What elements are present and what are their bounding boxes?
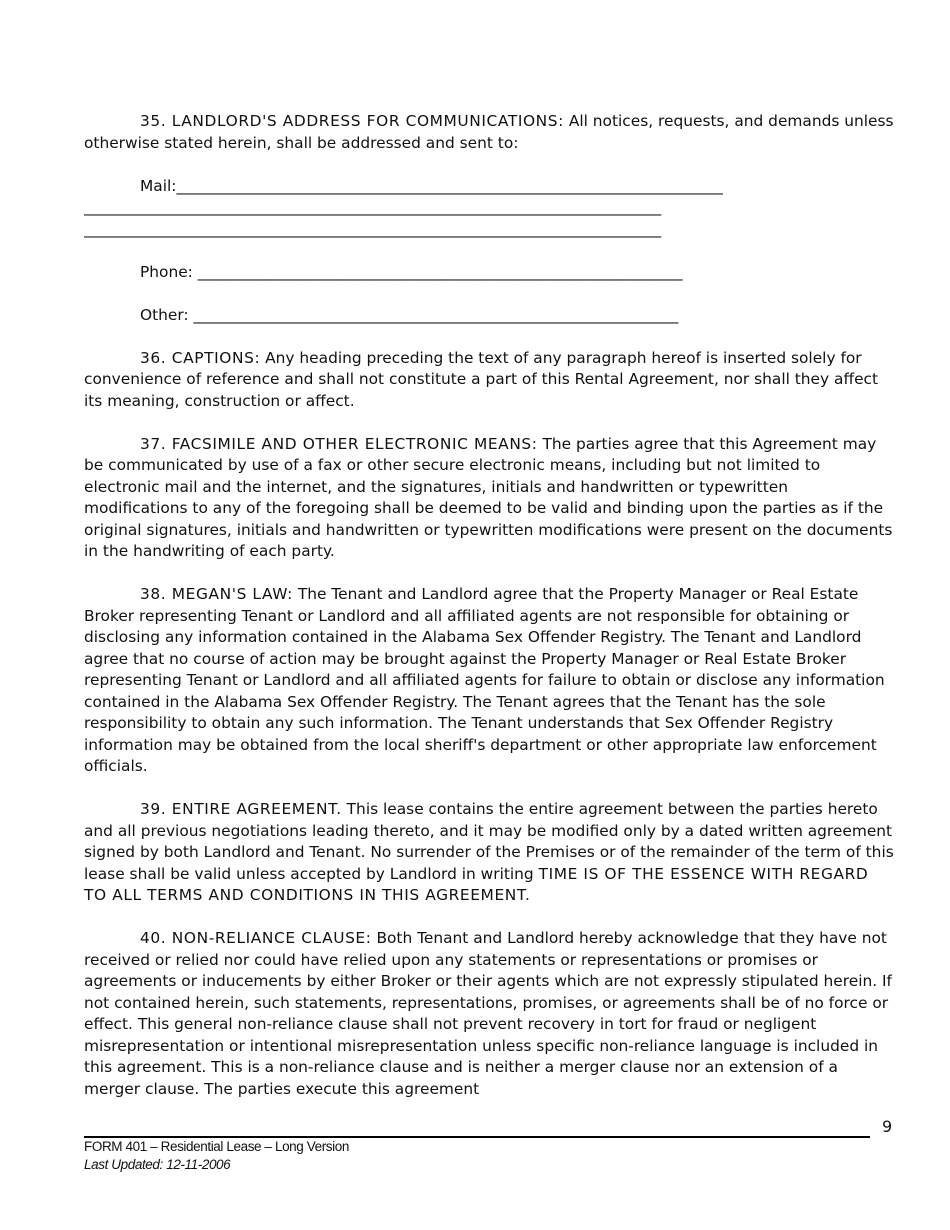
section-40	[84, 928, 896, 1100]
section-39-emphasis: TIME IS OF THE ESSENCE WITH REGARD TO ALL TERMS AND CONDITIONS IN THIS AGREEMENT.	[84, 864, 869, 904]
mail-blank-1[interactable]: _______________________________________________________________________	[176, 176, 723, 195]
mail-field-line-1	[84, 176, 896, 198]
section-40-heading: 40. NON-RELIANCE CLAUSE:	[140, 929, 372, 947]
other-label: Other:	[140, 305, 194, 324]
mail-blank-3[interactable]: ___________________________________________________________________________	[84, 219, 662, 238]
footer	[84, 1138, 349, 1174]
section-36	[84, 348, 896, 413]
mail-blank-2[interactable]: ___________________________________________________________________________	[84, 198, 662, 216]
section-35-body: All notices, requests, and demands unless otherwise stated herein, shall be addressed and sent to:	[84, 112, 894, 152]
mail-field[interactable]	[84, 176, 896, 241]
section-39	[84, 799, 896, 907]
other-blank[interactable]: _______________________________________________________________	[193, 305, 679, 324]
footer-last-updated: Last Updated: 12-11-2006	[84, 1157, 231, 1172]
section-35-heading: 35. LANDLORD'S ADDRESS FOR COMMUNICATIONS:	[140, 112, 564, 130]
document-page	[84, 111, 896, 1122]
other-field[interactable]	[84, 305, 896, 327]
phone-blank[interactable]: _______________________________________________________________	[197, 262, 683, 281]
section-36-heading: 36. CAPTIONS:	[140, 348, 261, 367]
section-39-heading: 39. ENTIRE AGREEMENT.	[140, 800, 342, 818]
section-38-heading: 38. MEGAN'S LAW:	[140, 585, 293, 603]
section-36-body: Any heading preceding the text of any paragraph hereof is inserted solely for convenience of reference and shall not constitute a part of this Rental Agreement, nor shall they affect its meaning, construction or affect.	[84, 348, 879, 410]
section-40-body: Both Tenant and Landlord hereby acknowledge that they have not received or relied nor could have relied upon any statements or representations or promises or agreements or inducements by either Broker or their agents which are not expressly stipulated herein. If not contained herein, such statements, representations, promises, or agreements shall be of no force or effect. This general non-reliance clause shall not prevent recovery in tort for fraud or negligent misrepresentation or intentional misrepresentation unless specific non-reliance language is included in this agreement. This is a non-reliance clause and is neither a merger clause nor an extension of a merger clause. The parties execute this agreement	[84, 929, 892, 1098]
footer-form-title: FORM 401 – Residential Lease – Long Version	[84, 1139, 349, 1154]
page-number: 9	[882, 1117, 893, 1136]
section-37-heading: 37. FACSIMILE AND OTHER ELECTRONIC MEANS:	[140, 434, 538, 453]
phone-field[interactable]	[84, 262, 896, 284]
section-35	[84, 111, 896, 154]
section-37-body: The parties agree that this Agreement may be communicated by use of a fax or other secure electronic means, including but not limited to electronic mail and the internet, and the signatures, initials and handwritten or typewritten modifications to any of the foregoing shall be deemed to be valid and binding upon the parties as if the original signatures, initials and handwritten or typewritten modifications were present on the documents in the handwriting of each party.	[84, 434, 893, 560]
section-38	[84, 584, 896, 778]
mail-label: Mail:	[140, 176, 177, 195]
phone-label: Phone:	[140, 262, 198, 281]
section-39-body: This lease contains the entire agreement between the parties hereto and all previous negotiations leading thereto, and it may be modified only by a dated written agreement signed by both Landlord and Tenant. No surrender of the Premises or of the remainder of the term of this lease shall be valid unless accepted by Landlord in writing	[84, 800, 894, 883]
section-37	[84, 434, 896, 563]
section-38-body: The Tenant and Landlord agree that the Property Manager or Real Estate Broker representing Tenant or Landlord and all affiliated agents are not responsible for obtaining or disclosing any information contained in the Alabama Sex Offender Registry. The Tenant and Landlord agree that no course of action may be brought against the Property Manager or Real Estate Broker representing Tenant or Landlord and all affiliated agents for failure to obtain or disclose any information contained in the Alabama Sex Offender Registry. The Tenant agrees that the Tenant has the sole responsibility to obtain any such information. The Tenant understands that Sex Offender Registry information may be obtained from the local sheriff's department or other appropriate law enforcement officials.	[84, 585, 885, 775]
